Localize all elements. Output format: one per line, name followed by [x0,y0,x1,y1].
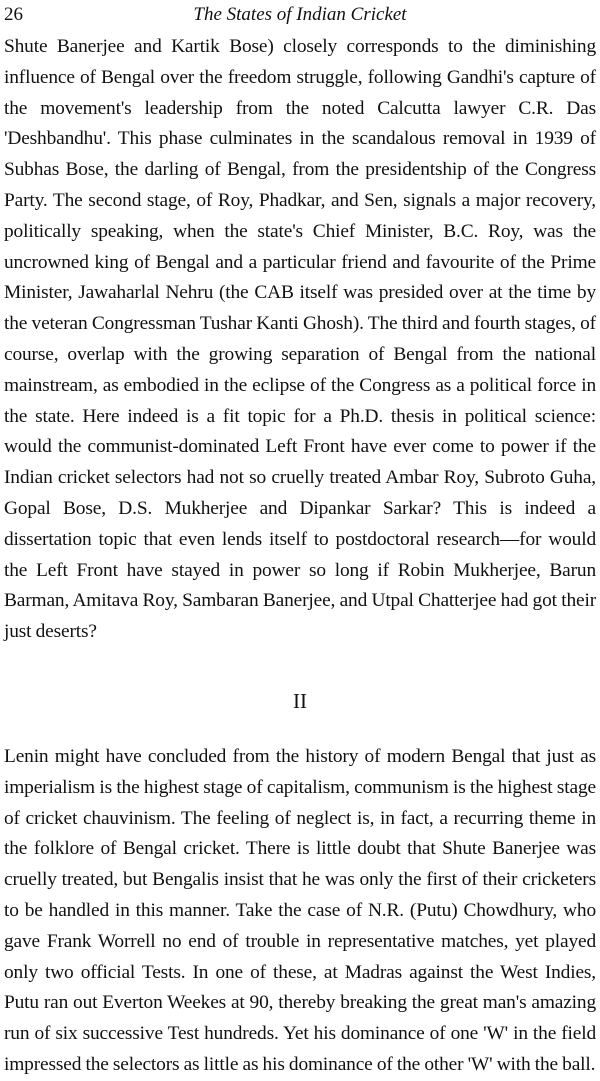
section-heading: II [293,688,307,713]
running-title: The States of Indian Cricket [193,4,407,25]
body-paragraph-1: Shute Banerjee and Kartik Bose) closely corresponds to the diminishing influence of Bengal over the freedom struggle, following Gandhi's capture of the movement's leadership from the noted Calcutta lawyer C.R. Das 'Deshbandhu'. This phase culminates in the scandalous removal in 1939 of Subhas Bose, the darling of Bengal, from the presidentship of the Congress Party. The second stage, of Roy, Phadkar, and Sen, signals a major recovery, politically speaking, when the state's Chief Minister, B.C. Roy, was the uncrowned king of Bengal and a particular friend and favourite of the Prime Minister, Jawaharlal Nehru (the CAB itself was presided over at the time by the veteran Congressman Tushar Kanti Ghosh). The third and fourth stages, of course, overlap with the growing separation of Bengal from the national mainstream, as embodied in the eclipse of the Congress as a political force in the state. Here indeed is a fit topic for a Ph.D. thesis in political science: would the communist-dominated Left Front have ever come to power if the Indian cricket selectors had not so cruelly treated Ambar Roy, Subroto Guha, Gopal Bose, D.S. Mukherjee and Dipankar Sarkar? This is indeed a dissertation topic that even lends itself to postdoctoral research—for would the Left Front have stayed in power so long if Robin Mukherjee, Barun Barman, Amitava Roy, Sambaran Banerjee, and Utpal Chatterjee had got their just deserts? [4,36,596,643]
book-page [4,0,596,1081]
page-number: 26 [4,4,23,25]
running-head [4,0,596,30]
body-paragraph-2: Lenin might have concluded from the history of modern Bengal that just as imperialism is the highest stage of capitalism, communism is the highest stage of cricket chauvinism. The feeling of neglect is, in fact, a recurring theme in the folklore of Bengal cricket. There is little doubt that Shute Banerjee was cruelly treated, but Bengalis insist that he was only the first of their cricketers to be handled in this manner. Take the case of N.R. (Putu) Chowdhury, who gave Frank Worrell no end of trouble in representative matches, yet played only two official Tests. In one of these, at Madras against the West Indies, Putu ran out Everton Weekes at 90, thereby breaking the great man's amazing run of six successive Test hundreds. Yet his dominance of one 'W' in the field impressed the selectors as little as his dominance of the other 'W' with the ball. [4,745,596,1075]
